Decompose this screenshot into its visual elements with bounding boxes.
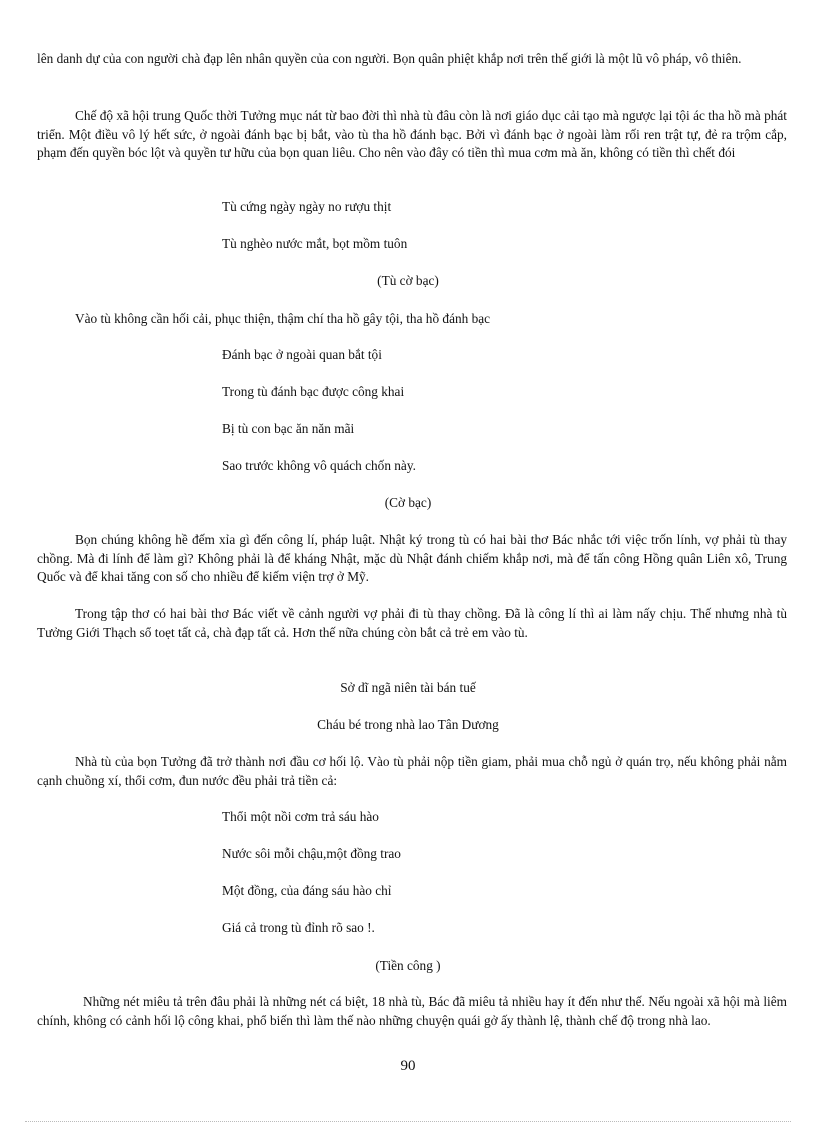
verse-line: Sao trước không vô quách chốn này. bbox=[222, 458, 416, 473]
paragraph: lên danh dự của con người chà đạp lên nhân quyền của con người. Bọn quân phiệt khắp nơi trên thế giới là một lũ vô pháp, vô thiên. bbox=[37, 51, 742, 66]
verse-line: Đánh bạc ở ngoài quan bắt tội bbox=[222, 347, 382, 362]
paragraph: Những nét miêu tả trên đâu phải là những nét cá biệt, 18 nhà tù, Bác đã miêu tả nhiều hay ít đến như thế. Nếu ngoài xã hội mà liêm chính, không có cảnh hối lộ công khai, phổ biến thì làm thế nào những chuyện quái gở ấy thành lệ, thành chế độ trong nhà lao. bbox=[37, 994, 787, 1028]
verse-line: Bị tù con bạc ăn năn mãi bbox=[222, 421, 355, 436]
poem-title: (Cờ bạc) bbox=[384, 495, 432, 510]
paragraph: Vào tù không cần hối cải, phục thiện, thậm chí tha hồ gây tội, tha hồ đánh bạc bbox=[75, 311, 491, 326]
verse-line: Thổi một nồi cơm trả sáu hào bbox=[222, 809, 379, 824]
page-number: 90 bbox=[400, 1058, 416, 1074]
paragraph: Chế độ xã hội trung Quốc thời Tưởng mục nát từ bao đời thì nhà tù đâu còn là nơi giáo dục cải tạo mà ngược lại tội ác tha hồ mà phát triển. Một điều vô lý hết sức, ở ngoài đánh bạc bị bắt, vào tù tha hồ đánh bạc. Bởi vì đánh bạc ở ngoài làm rối ren trật tự, đẻ ra trộm cắp, phạm đến quyền bóc lột và quyền tư hữu của bọn quan liêu. Cho nên vào đây có tiền thì mua cơm mà ăn, không có tiền thì chết đói bbox=[37, 108, 787, 161]
verse-line: Trong tù đánh bạc được công khai bbox=[222, 384, 405, 399]
footer-divider bbox=[25, 1121, 791, 1122]
poem-title: (Tiền công ) bbox=[375, 958, 441, 973]
verse-line: Nước sôi mỗi chậu,một đồng trao bbox=[222, 846, 401, 861]
verse-line: Giá cả trong tù đỉnh rõ sao !. bbox=[222, 920, 375, 935]
verse-line: Tù nghèo nước mắt, bọt mồm tuôn bbox=[222, 236, 408, 251]
paragraph: Bọn chúng không hề đếm xỉa gì đến công lí, pháp luật. Nhật ký trong tù có hai bài thơ Bác nhắc tới việc trốn lính, vợ phải tù thay chồng. Mà đi lính để làm gì? Không phải là để kháng Nhật, mặc dù Nhật đánh chiếm khắp nơi, mà để tấn công Hồng quân Liên xô, Trung Quốc và để khai tăng con số cho nhiều để kiếm viện trợ ở Mỹ. bbox=[37, 532, 787, 585]
poem-title: Cháu bé trong nhà lao Tân Dương bbox=[317, 717, 499, 732]
paragraph: Nhà tù của bọn Tưởng đã trở thành nơi đầu cơ hối lộ. Vào tù phải nộp tiền giam, phải mua chỗ ngủ ở quán trọ, nếu không phải nằm cạnh chuồng xí, thổi cơm, đun nước đều phải trả tiền cả: bbox=[37, 754, 787, 788]
paragraph: Trong tập thơ có hai bài thơ Bác viết về cảnh người vợ phải đi tù thay chồng. Đã là công lí thì ai làm nấy chịu. Thế nhưng nhà tù Tưởng Giới Thạch sổ toẹt tất cả, chà đạp tất cả. Hơn thế nữa chúng còn bắt cả trẻ em vào tù. bbox=[37, 606, 787, 640]
verse-line: Tù cứng ngày ngày no rượu thịt bbox=[222, 199, 392, 214]
verse-line: Một đồng, của đáng sáu hào chỉ bbox=[222, 883, 392, 898]
poem-title: Sở dĩ ngã niên tài bán tuế bbox=[340, 680, 476, 695]
poem-title: (Tù cờ bạc) bbox=[377, 273, 439, 288]
